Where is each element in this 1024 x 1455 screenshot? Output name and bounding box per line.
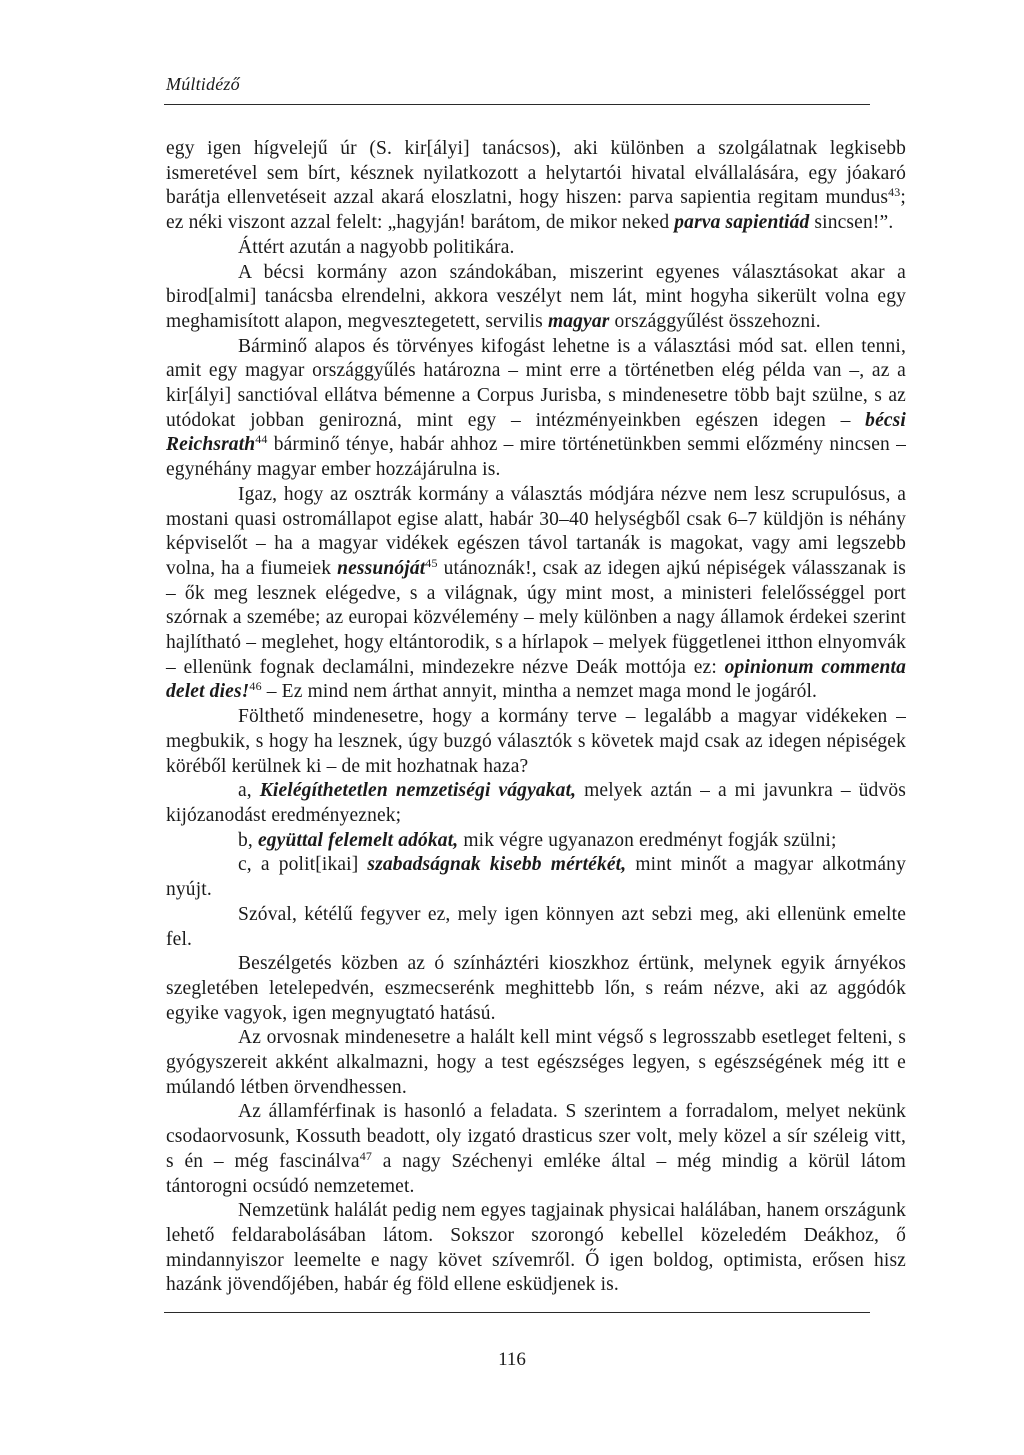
footnote-ref: 47 bbox=[359, 1148, 373, 1163]
text-run: Áttért azután a nagyobb politikára. bbox=[238, 236, 515, 258]
text-run: egy igen hígvelejű úr (S. kir[ályi] tanácsos), aki különben a szolgálatnak legkisebb ismeretével sem bírt, késznek nyilatkozott a helytartói hivatal elvállalására, egy jóakaró barátja ellenvetéseit azzal akará eloszlatni, hogy hiszen: parva sapientia regitam mundus bbox=[166, 138, 906, 209]
text-run: melyek aztán – a mi javunkra – üdvös kijózanodást eredményeznek; bbox=[166, 780, 906, 826]
footer-rule bbox=[164, 1312, 870, 1313]
text-run: Igaz, hogy az osztrák kormány a választás módjára nézve nem lesz scrupulósus, a mostani quasi ostromállapot egise alatt, habár 30–40 helységből csak 6–7 küldjön is néhány képviselőt – ha a magyar vidékek egészen távol tartanák is magokat, vagy ami legszebb volna, ha a fiumeiek bbox=[166, 483, 906, 579]
text-run: bárminő ténye, habár ahhoz – mire történetünkben semmi előzmény nincsen – egynéhány magyar ember hozzájárulna is. bbox=[166, 434, 906, 481]
text-run: – Ez mind nem árthat annyit, mintha a nemzet maga mond le jogáról. bbox=[261, 681, 818, 703]
paragraph bbox=[166, 236, 906, 261]
body-text bbox=[166, 137, 906, 1298]
paragraph bbox=[166, 952, 906, 1026]
page-number: 116 bbox=[498, 1349, 526, 1370]
text-run: ; ez néki viszont azzal felelt: „hagyján! barátom, de mikor neked bbox=[166, 187, 906, 234]
text-run: Fölthető mindenesetre, hogy a kormány terve – legalább a magyar vidékeken – megbukik, s hogy ha lesznek, úgy buzgó választók s követek majd csak az idegen népiségek köréből kerülnek ki – de mit hozhatnak haza? bbox=[166, 706, 906, 777]
emphasis: nessunóját bbox=[337, 557, 426, 579]
paragraph bbox=[166, 1199, 906, 1298]
text-run: sincsen!”. bbox=[809, 212, 894, 234]
text-run: a, bbox=[238, 780, 260, 802]
text-run: c, a polit[ikai] bbox=[238, 854, 368, 876]
paragraph bbox=[166, 779, 906, 828]
footnote-ref: 46 bbox=[249, 679, 262, 694]
emphasis: szabadságnak kisebb mértékét, bbox=[367, 854, 627, 876]
paragraph bbox=[166, 705, 906, 779]
text-run: Bárminő alapos és törvényes kifogást lehetne is a választási mód sat. ellen tenni, amit egy magyar országgyűlés határozna – mint erre a történetben elég példa van –, az a kir[ályi] sanctióval ellátva bémenne a Corpus Jurisba, s mindenesetre több bajt szülne, s az utódokat jobban genirozná, mint egy – intézményeinkben egészen idegen – bbox=[166, 335, 906, 431]
footnote-ref: 45 bbox=[425, 555, 438, 570]
emphasis: együttal felemelt adókat, bbox=[257, 829, 459, 851]
text-run: mint minőt a magyar alkotmány nyújt. bbox=[166, 854, 906, 901]
emphasis: Kielégíthetetlen nemzetiségi vágyakat, bbox=[259, 780, 577, 802]
footnote-ref: 44 bbox=[255, 432, 268, 447]
paragraph bbox=[166, 483, 906, 705]
text-run: Beszélgetés közben az ó színháztéri kioszkhoz értünk, melynek egyik árnyékos szegletében letelepedvén, eszmecserénk meghittebb lőn, s reám nézve, aki az aggódók egyike vagyok, igen megnyugtató hatású. bbox=[166, 953, 906, 1024]
header-rule bbox=[164, 104, 870, 105]
emphasis: parva sapientiád bbox=[674, 212, 810, 234]
paragraph bbox=[166, 261, 906, 335]
paragraph bbox=[166, 137, 906, 236]
text-run: Szóval, kétélű fegyver ez, mely igen könnyen azt sebzi meg, aki ellenünk emelte fel. bbox=[166, 903, 906, 950]
text-run: utánoznák!, csak az idegen ajkú népiségek válasszanak is – ők meg lesznek elégedve, s a világnak, úgy mint most, a ministeri felelősséggel port szórnak a szemébe; az europai közvélemény – mely különben a nagy államok érdekei szerint hajlítható – meglehet, hogy eltántorodik, s a hírlapok – melyek függetlenei itthon elnyomvák – ellenünk fognak declamálni, mindezekre nézve Deák mottója ez: bbox=[166, 557, 906, 678]
footnote-ref: 43 bbox=[888, 185, 901, 200]
paragraph bbox=[166, 335, 906, 483]
paragraph bbox=[166, 1100, 906, 1199]
running-header: Múltidéző bbox=[166, 74, 240, 94]
paragraph bbox=[166, 829, 906, 854]
text-run: A bécsi kormány azon szándokában, miszerint egyenes választásokat akar a birod[almi] tanácsba elrendelni, akkora veszélyt nem lát, mint hogyha sikerült volna egy meghamisított alapon, megvesztegetett, servilis bbox=[166, 261, 906, 332]
text-run: a nagy Széchenyi emléke által – még mindig a körül látom tántorogni ocsúdó nemzetemet. bbox=[166, 1150, 906, 1197]
paragraph bbox=[166, 853, 906, 902]
paragraph bbox=[166, 1026, 906, 1100]
emphasis: magyar bbox=[547, 310, 610, 332]
paragraph bbox=[166, 903, 906, 952]
text-run: b, bbox=[238, 829, 258, 851]
text-run: Az államférfinak is hasonló a feladata. S szerintem a forradalom, melyet nekünk csodaorvosunk, Kossuth beadott, oly izgató drasticus szer volt, mely közel a sír széleig vitt, s én – még fascinálva bbox=[166, 1101, 906, 1172]
text-run: országgyűlést összehozni. bbox=[609, 310, 821, 332]
emphasis: bécsi Reichsrath bbox=[166, 409, 906, 456]
text-run: mik végre ugyanazon eredményt fogják szülni; bbox=[458, 829, 837, 851]
text-run: Az orvosnak mindenesetre a halált kell mint végső s legrosszabb esetleget felteni, s gyógyszereit akként alkalmazni, hogy a test egészséges legyen, s egészségének még itt e múlandó létben örvendhessen. bbox=[166, 1027, 906, 1098]
emphasis: opinionum commenta delet dies! bbox=[166, 656, 906, 703]
text-run: Nemzetünk halálát pedig nem egyes tagjainak physicai halálában, hanem országunk lehető feldarabolásában látom. Sokszor szorongó kebellel közeledém Deákhoz, ő mindannyiszor leemelte e nagy követ szívemről. Ő igen boldog, optimista, erősen hisz hazánk jövendőjében, habár ég föld ellene esküdjenek is. bbox=[166, 1200, 906, 1296]
